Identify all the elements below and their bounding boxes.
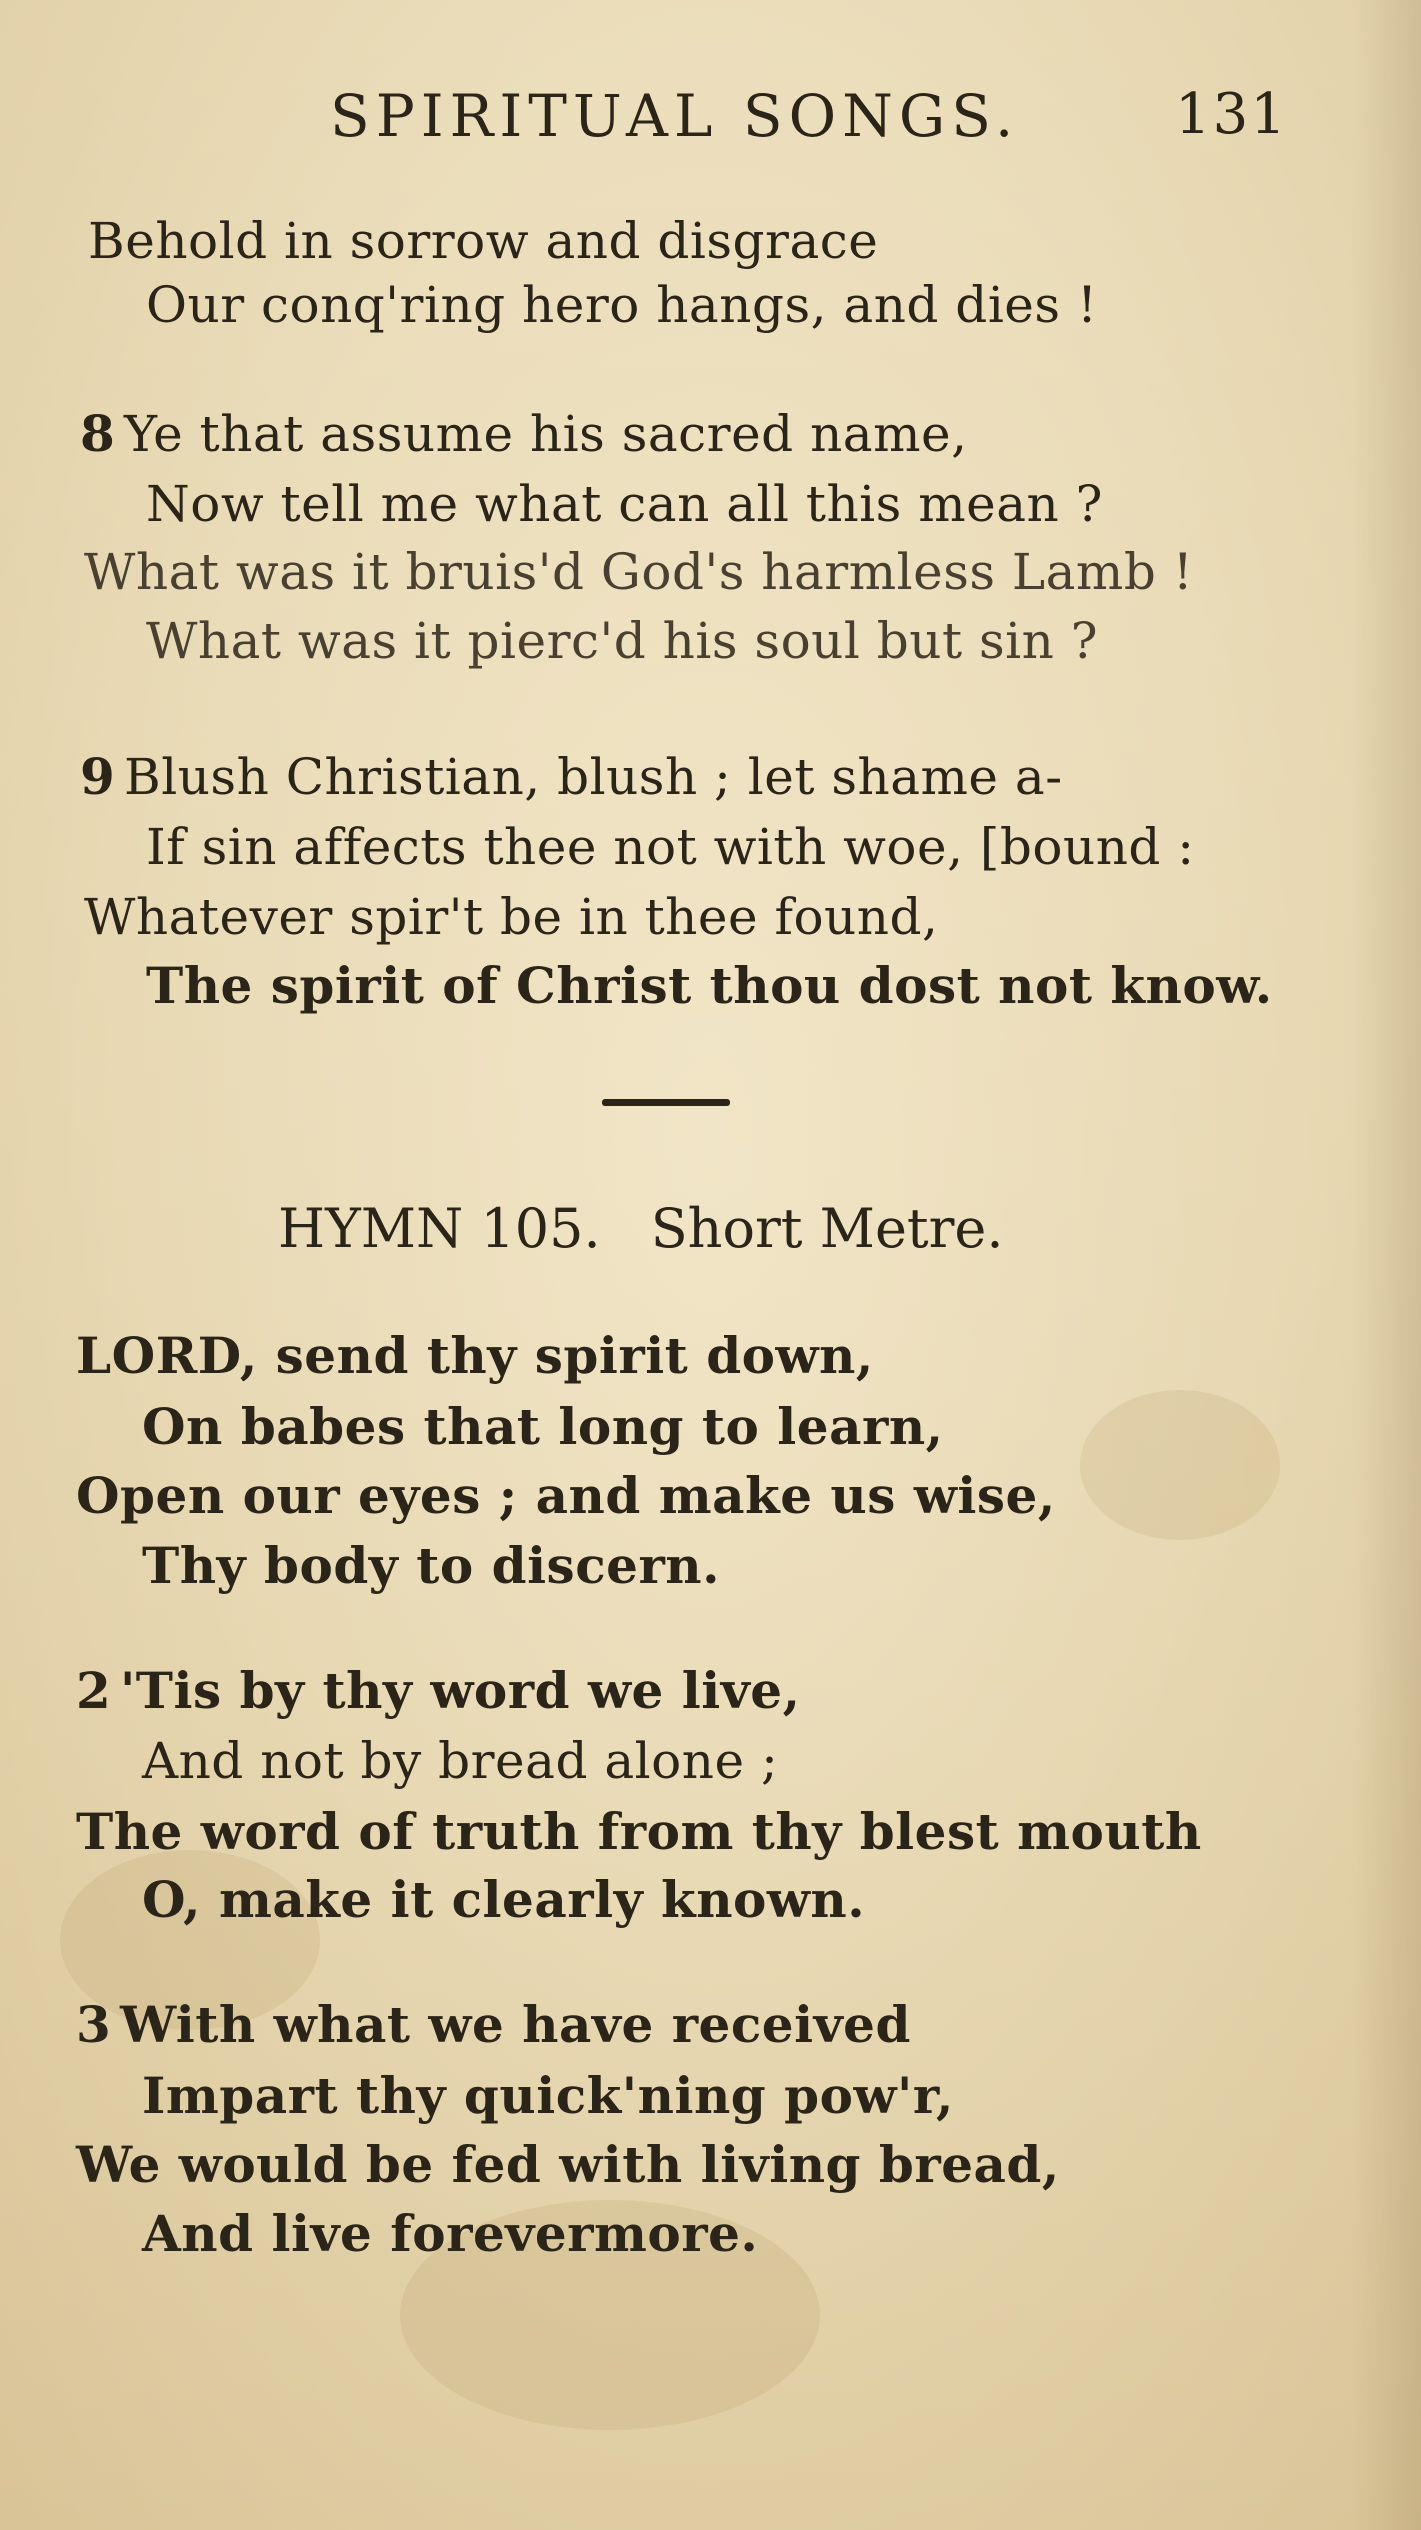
verse-line: We would be fed with living bread,: [76, 2135, 1060, 2194]
hymn-title: HYMN 105.: [278, 1197, 601, 1260]
verse-line: And not by bread alone ;: [142, 1732, 779, 1790]
verse-line: Our conq'ring hero hangs, and dies !: [146, 276, 1098, 334]
verse-text: Ye that assume his sacred name,: [124, 405, 968, 463]
verse-line: Whatever spir't be in thee found,: [84, 888, 939, 946]
page-number: 131: [1175, 82, 1288, 147]
page-header: [0, 72, 1421, 152]
verse-line: LORD, send thy spirit down,: [76, 1326, 874, 1385]
verse-line-numbered: [80, 747, 1063, 806]
hymn-heading: [278, 1197, 1004, 1260]
verse-line: O, make it clearly known.: [142, 1870, 866, 1929]
verse-line: The word of truth from thy blest mouth: [76, 1802, 1202, 1861]
verse-line: Behold in sorrow and disgrace: [88, 212, 879, 270]
hymn-metre: Short Metre.: [650, 1197, 1004, 1260]
verse-line-numbered: [76, 1995, 911, 2054]
page-edge-shadow: [1351, 0, 1421, 2530]
verse-line: Thy body to discern.: [142, 1536, 721, 1595]
stanza-number: 2: [76, 1661, 112, 1720]
verse-line: The spirit of Christ thou dost not know.: [146, 956, 1273, 1015]
verse-text: Blush Christian, blush ; let shame a-: [124, 748, 1063, 806]
stanza-number: 3: [76, 1995, 112, 2054]
verse-line: Now tell me what can all this mean ?: [146, 475, 1103, 533]
verse-text: 'Tis by thy word we live,: [120, 1661, 801, 1720]
stanza-number: 9: [80, 747, 116, 806]
verse-line: What was it bruis'd God's harmless Lamb !: [84, 543, 1194, 601]
verse-line-numbered: [80, 404, 967, 463]
verse-line: What was it pierc'd his soul but sin ?: [146, 612, 1099, 670]
verse-line: And live forevermore.: [142, 2204, 759, 2263]
verse-line: If sin affects thee not with woe, [bound :: [146, 818, 1195, 876]
stanza-number: 8: [80, 404, 116, 463]
verse-line: On babes that long to learn,: [142, 1397, 944, 1456]
verse-text: With what we have received: [120, 1995, 911, 2054]
verse-line-numbered: [76, 1661, 801, 1720]
running-title: SPIRITUAL SONGS.: [330, 82, 1020, 150]
verse-line: Open our eyes ; and make us wise,: [76, 1466, 1056, 1525]
paper-stain: [1080, 1390, 1280, 1540]
verse-line: Impart thy quick'ning pow'r,: [142, 2066, 954, 2125]
section-divider: [602, 1099, 730, 1106]
